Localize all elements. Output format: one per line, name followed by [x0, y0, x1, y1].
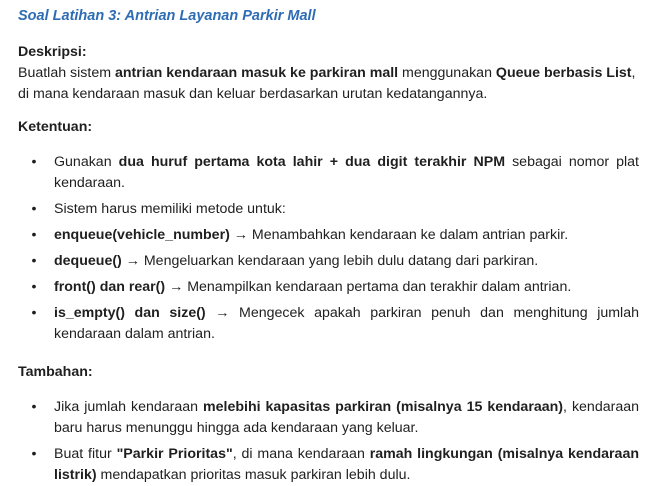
- bullet-icon: •: [31, 201, 37, 217]
- item-text: → Mengecek apakah parkiran penuh dan menghitung jumlah kendaraan dalam antrian.: [54, 305, 639, 342]
- item-text: Buat fitur: [54, 446, 117, 462]
- item-text: Jika jumlah kendaraan: [54, 399, 203, 415]
- item-bold: is_empty() dan size(): [54, 305, 206, 321]
- ketentuan-list: [18, 152, 639, 345]
- ketentuan-item: [18, 277, 639, 298]
- section-spacer: [18, 105, 639, 117]
- bullet-icon: •: [31, 279, 37, 295]
- item-text: , kendaraan baru harus menunggu hingga ada kendaraan yang keluar.: [54, 399, 639, 436]
- bullet-icon: •: [31, 399, 37, 415]
- item-text: Gunakan: [54, 154, 119, 170]
- bullet-icon: •: [31, 154, 37, 170]
- bullet-icon: •: [31, 253, 37, 269]
- item-bold: front() dan rear(): [54, 279, 166, 295]
- tambahan-item: [18, 444, 639, 486]
- item-text: → Mengeluarkan kendaraan yang lebih dulu datang dari parkiran.: [121, 253, 539, 269]
- item-bold: enqueue(vehicle_number): [54, 227, 230, 243]
- item-text: Sistem harus memiliki metode untuk:: [54, 201, 286, 217]
- deskripsi-text-1: Buatlah sistem: [18, 65, 115, 81]
- ketentuan-item: [18, 225, 639, 246]
- ketentuan-item: [18, 251, 639, 272]
- deskripsi-text-3: , di mana kendaraan masuk dan keluar berdasarkan urutan kedatangannya.: [18, 65, 636, 102]
- item-bold: dequeue(): [54, 253, 122, 269]
- tambahan-heading: Tambahan:: [18, 364, 93, 380]
- item-bold: dua huruf pertama kota lahir + dua digit terakhir NPM: [118, 154, 506, 170]
- item-text: → Menambahkan kendaraan ke dalam antrian parkir.: [229, 227, 569, 243]
- ketentuan-item: [18, 199, 639, 220]
- item-text: mendapatkan prioritas masuk parkiran lebih dulu.: [96, 467, 411, 483]
- ketentuan-item: [18, 152, 639, 194]
- section-spacer: [18, 350, 639, 362]
- deskripsi-text-2: menggunakan: [398, 65, 496, 81]
- bullet-icon: •: [31, 305, 37, 321]
- ketentuan-heading: Ketentuan:: [18, 119, 93, 135]
- item-text: sebagai nomor plat kendaraan.: [54, 154, 639, 191]
- item-bold: "Parkir Prioritas": [116, 446, 233, 462]
- deskripsi-heading: Deskripsi:: [18, 44, 87, 60]
- document-title: Soal Latihan 3: Antrian Layanan Parkir Mall: [18, 8, 316, 24]
- deskripsi-paragraph: [18, 63, 639, 105]
- item-bold: melebihi kapasitas parkiran (misalnya 15 kendaraan): [203, 399, 564, 415]
- bullet-icon: •: [31, 227, 37, 243]
- deskripsi-bold-2: Queue berbasis List: [495, 65, 632, 81]
- item-text: → Menampilkan kendaraan pertama dan terakhir dalam antrian.: [165, 279, 572, 295]
- item-bold: ramah lingkungan (misalnya kendaraan listrik): [54, 446, 639, 483]
- item-text: , di mana kendaraan: [232, 446, 370, 462]
- deskripsi-bold-1: antrian kendaraan masuk ke parkiran mall: [115, 65, 399, 81]
- tambahan-item: [18, 397, 639, 439]
- tambahan-list: [18, 397, 639, 486]
- bullet-icon: •: [31, 446, 37, 462]
- ketentuan-item: [18, 303, 639, 345]
